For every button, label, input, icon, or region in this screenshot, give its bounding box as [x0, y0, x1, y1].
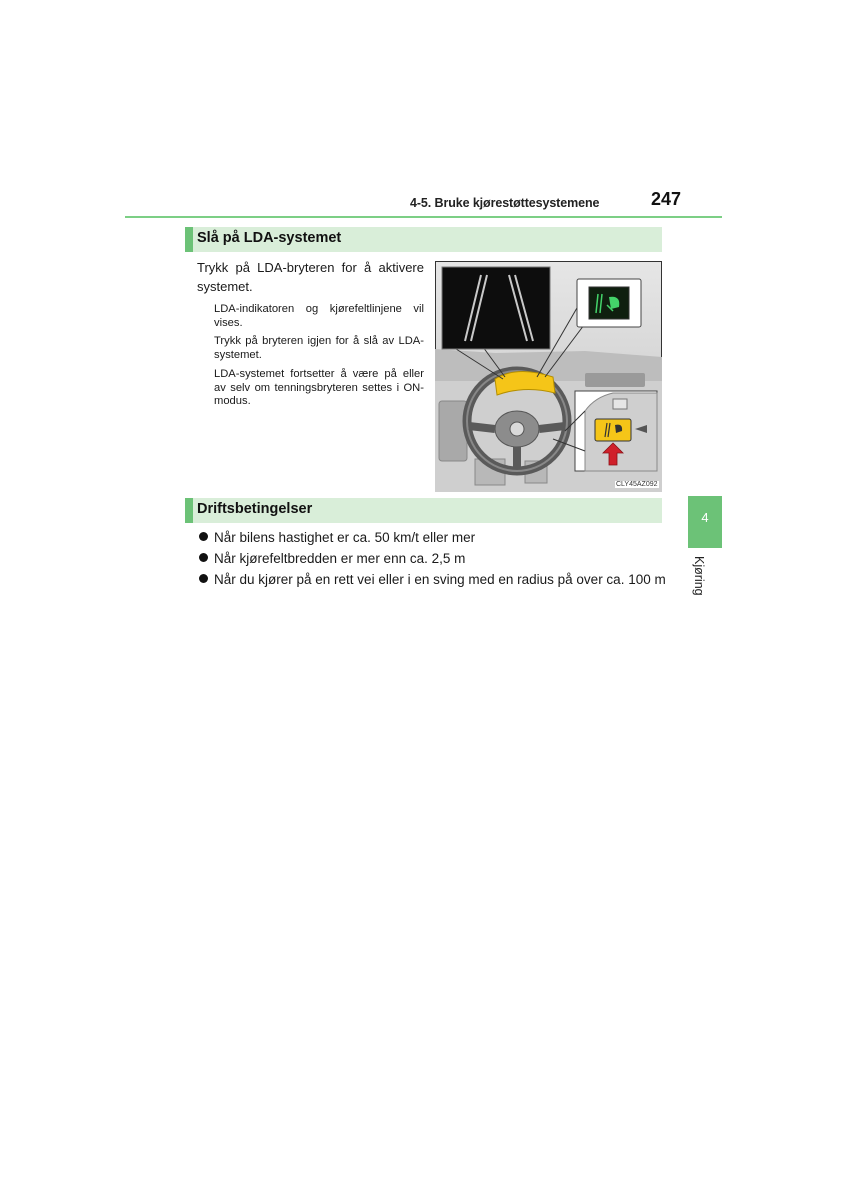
chapter-label: Kjøring	[692, 556, 706, 596]
bullet-icon	[199, 574, 208, 583]
section-title: Driftsbetingelser	[197, 501, 313, 517]
note-paragraph: Trykk på bryteren igjen for å slå av LDA-systemet.	[214, 335, 424, 361]
bullet-icon	[199, 532, 208, 541]
running-header-section: 4-5. Bruke kjørestøttesystemene	[410, 196, 600, 210]
section-bar-lda-on	[185, 227, 662, 252]
lda-switch-illustration	[435, 261, 662, 492]
note-paragraph: LDA-systemet fortsetter å være på eller av selv om tenningsbryteren settes i ON-modus.	[214, 368, 424, 407]
section-bar-operating-conditions	[185, 498, 662, 523]
page-number: 247	[651, 189, 682, 209]
bullet-icon	[199, 553, 208, 562]
list-item: Når kjørefeltbredden er mer enn ca. 2,5 m	[199, 549, 465, 569]
header-rule	[125, 216, 722, 218]
figure-code: CLY45AZ092	[616, 481, 658, 488]
section-title: Slå på LDA-systemet	[197, 230, 342, 246]
list-item: Når bilens hastighet er ca. 50 km/t eller mer	[199, 528, 475, 548]
list-item: Når du kjører på en rett vei eller i en sving med en radius på over ca. 100 m	[199, 570, 666, 590]
note-paragraph: LDA-indikatoren og kjørefeltlinjene vil vises.	[214, 303, 424, 329]
intro-paragraph: Trykk på LDA-bryteren for å aktivere systemet.	[197, 260, 424, 294]
chapter-number: 4	[701, 510, 709, 525]
